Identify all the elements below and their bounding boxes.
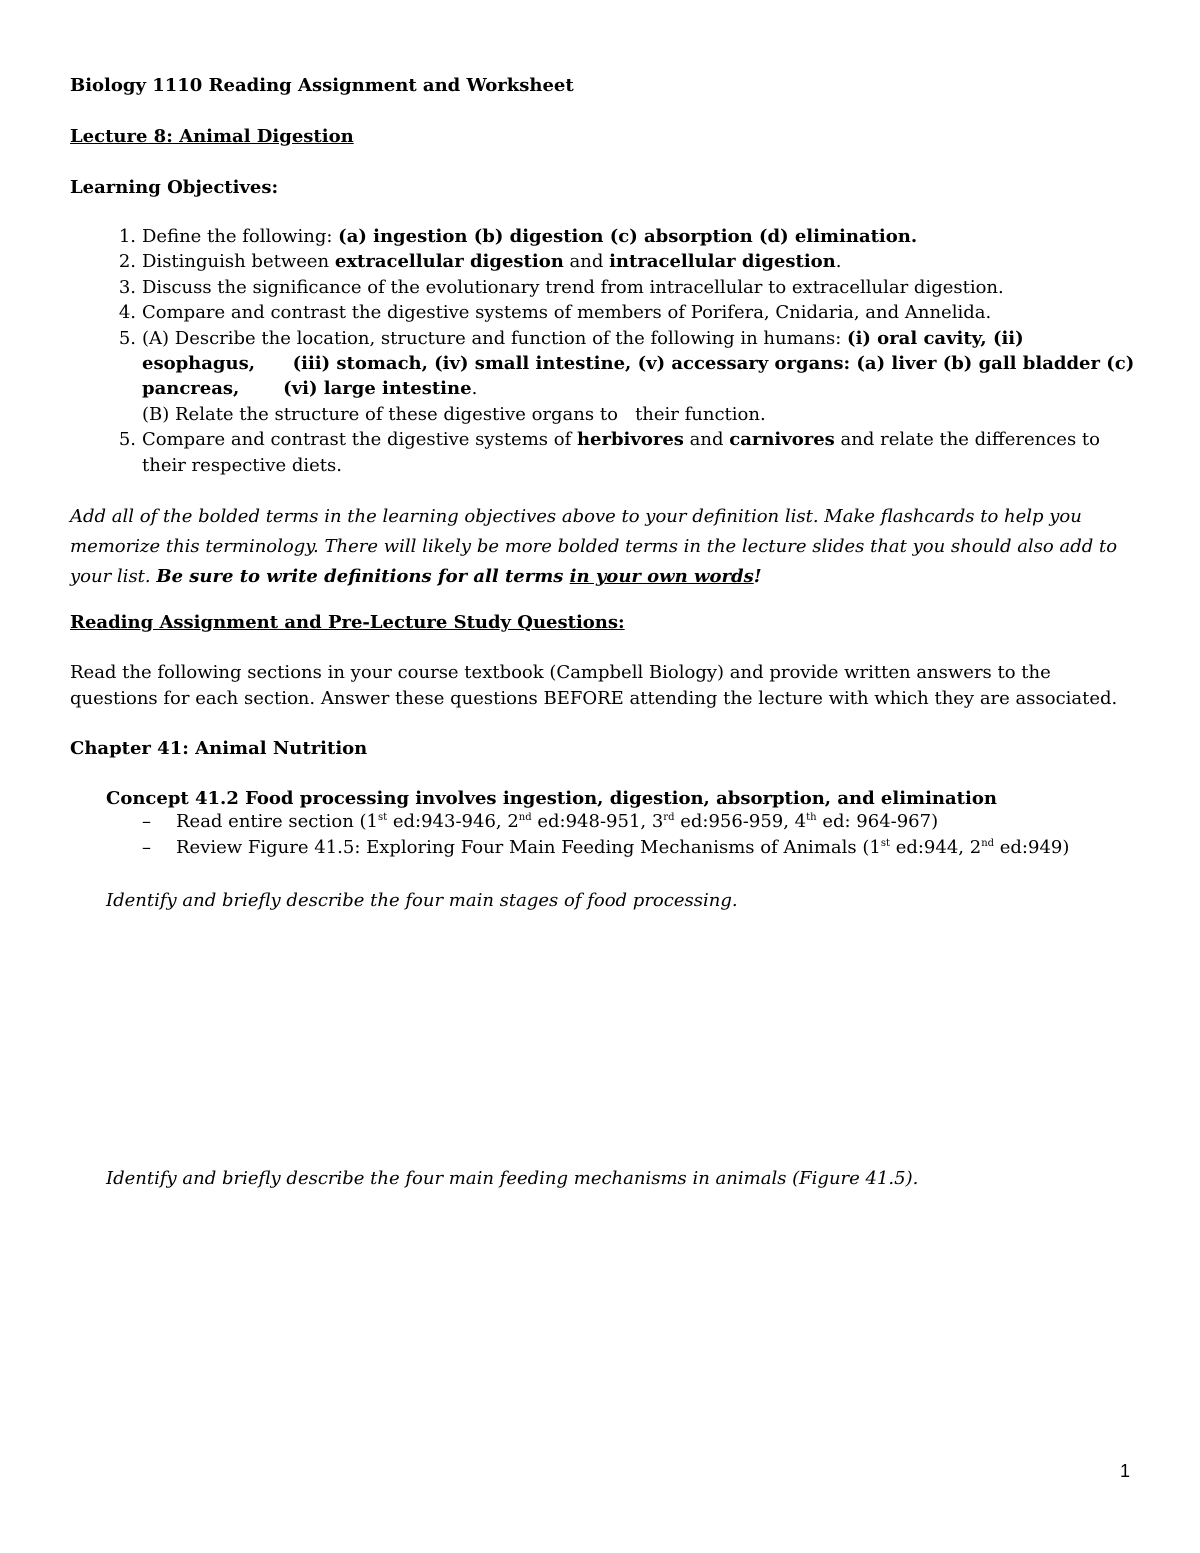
objective-number: 4. [118, 302, 136, 324]
objective-item [106, 249, 1166, 274]
objective-bold: (a) ingestion (b) digestion (c) absorption (d) elimination. [338, 226, 918, 247]
lecture-title: Lecture 8: Animal Digestion [70, 126, 354, 147]
objective-number: 5. [118, 429, 136, 451]
objective-text: and relate the differences to [834, 429, 1100, 451]
read-entire-section: Read entire section (1st ed:943-946, 2nd ed:948-951, 3rd ed:956-959, 4th ed: 964-967) [176, 811, 939, 832]
objective-text: Compare and contrast the digestive systems of [142, 429, 577, 451]
objective-number: 3. [118, 276, 136, 298]
document-title: Biology 1110 Reading Assignment and Worksheet [70, 75, 574, 96]
objective-bold: herbivores [576, 429, 684, 451]
note-line: memorize this terminology. There will likely be more bolded terms in the lecture slides that you should also add to [70, 536, 1118, 557]
objective-number: 2. [118, 251, 136, 273]
objective-text: (A) Describe the location, structure and function of the following in humans: [142, 327, 848, 349]
objective-number: 5. [118, 327, 136, 349]
objective-item [106, 275, 1166, 300]
objectives-list [106, 224, 1166, 478]
objectives-heading: Learning Objectives: [70, 177, 279, 198]
objective-text: Discuss the significance of the evolutionary trend from intracellular to extracellular digestion. [142, 276, 1004, 298]
dash-marker: – [142, 811, 151, 832]
objective-continuation: (B) Relate the structure of these digestive organs to their function. [142, 403, 766, 425]
objective-bold: pancreas, (vi) large intestine [142, 378, 472, 400]
objective-item [106, 427, 1166, 452]
note-bold: Be sure to write definitions for all terms [156, 566, 570, 587]
objective-continuation: their respective diets. [142, 454, 342, 476]
reading-intro-line: Read the following sections in your course textbook (Campbell Biology) and provide written answers to the [70, 662, 1051, 683]
note-text: your list. [70, 566, 157, 587]
objective-continuation: esophagus, (iii) stomach, (iv) small intestine, (v) accessary organs: (a) liver (b) gall bladder (c) [142, 353, 1135, 375]
objective-text: . [471, 378, 478, 400]
objective-text: . [835, 251, 842, 273]
dash-marker: – [142, 837, 151, 858]
objective-text: and [683, 429, 730, 451]
objective-bold: carnivores [729, 429, 835, 451]
reading-heading: Reading Assignment and Pre-Lecture Study Questions: [70, 612, 625, 633]
question-food-processing: Identify and briefly describe the four main stages of food processing. [106, 890, 738, 911]
note-text: ! [753, 566, 762, 587]
objective-text: Distinguish between [142, 251, 335, 273]
note-line [70, 562, 1117, 592]
objective-bold: extracellular digestion [334, 251, 564, 273]
review-figure: Review Figure 41.5: Exploring Four Main Feeding Mechanisms of Animals (1st ed:944, 2nd ed:949) [176, 837, 1070, 858]
chapter-title: Chapter 41: Animal Nutrition [70, 738, 368, 759]
note-line: Add all of the bolded terms in the learning objectives above to your definition list. Make flashcards to help you [70, 506, 1082, 527]
objective-item [106, 224, 1166, 249]
page-number: 1 [1120, 1461, 1131, 1481]
objective-text: Define the following: [142, 226, 339, 247]
note-underlined: in your own words [569, 566, 754, 587]
objective-text: Compare and contrast the digestive systems of members of Porifera, Cnidaria, and Annelida. [142, 302, 992, 324]
concept-title: Concept 41.2 Food processing involves ingestion, digestion, absorption, and elimination [106, 788, 997, 809]
objective-text: and [563, 251, 610, 273]
objective-continuation [106, 376, 1166, 401]
definition-note [70, 502, 1117, 592]
objective-bold: intracellular digestion [609, 251, 836, 273]
objective-bold: (i) oral cavity, (ii) [847, 327, 1024, 349]
objective-number: 1. [118, 226, 136, 247]
objective-item [106, 326, 1166, 351]
question-feeding-mechanisms: Identify and briefly describe the four main feeding mechanisms in animals (Figure 41.5). [106, 1168, 919, 1189]
objective-item [106, 300, 1166, 325]
reading-intro-line: questions for each section. Answer these questions BEFORE attending the lecture with which they are associated. [70, 688, 1118, 709]
